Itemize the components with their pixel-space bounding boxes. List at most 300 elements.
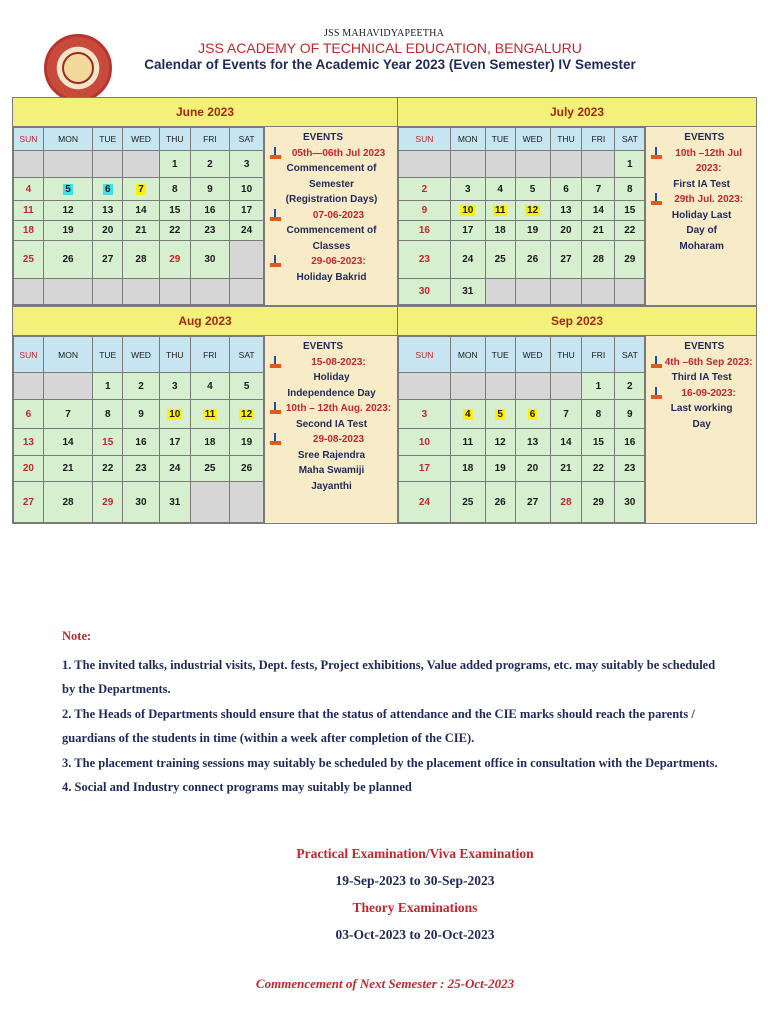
event-description: (Registration Days): [285, 194, 378, 205]
date-cell: [159, 429, 190, 456]
date-number: 26: [527, 254, 539, 265]
date-number: 19: [527, 225, 539, 236]
date-number: 19: [241, 436, 253, 448]
event-item: [269, 146, 394, 162]
date-cell: [399, 429, 451, 456]
empty-date-cell: [230, 241, 264, 279]
event-description: Holiday: [313, 372, 350, 383]
theory-exam-dates: 03-Oct-2023 to 20-Oct-2023: [335, 927, 495, 942]
date-cell: [14, 482, 44, 523]
date-number: 18: [494, 225, 506, 236]
date-cell: [485, 456, 515, 482]
date-cell: [485, 429, 515, 456]
date-cell: [123, 400, 160, 429]
weekday-header: WED: [123, 128, 160, 151]
date-number: 22: [592, 463, 604, 474]
event-item: [269, 355, 394, 371]
date-number: 24: [241, 225, 253, 236]
date-number: 5: [243, 380, 250, 392]
event-date: 29th Jul. 2023:: [674, 194, 744, 205]
date-cell: [615, 456, 645, 482]
date-number: 31: [169, 496, 181, 508]
date-number: 17: [169, 436, 181, 448]
note-item: 3. The placement training sessions may suitably be scheduled by the placement office in consultation with the Departments.: [62, 755, 718, 770]
month-title: July 2023: [398, 98, 756, 127]
date-number: 21: [592, 225, 604, 236]
event-description: Commencement of: [286, 225, 377, 236]
event-description: Independence Day: [287, 387, 376, 399]
date-number: 27: [527, 496, 539, 508]
date-number: 11: [494, 205, 506, 216]
date-number: 30: [624, 496, 636, 508]
date-cell: [515, 201, 550, 221]
date-cell: [230, 151, 264, 178]
date-number: 6: [529, 408, 536, 420]
date-number: 15: [169, 205, 181, 216]
date-number: 29: [169, 254, 181, 265]
event-description: Day: [692, 418, 711, 430]
date-cell: [190, 429, 230, 456]
page-title: Calendar of Events for the Academic Year 2023 (Even Semester) IV Semester: [144, 57, 636, 72]
date-cell: [43, 400, 93, 429]
date-cell: [93, 373, 123, 400]
empty-date-cell: [43, 151, 93, 178]
date-cell: [399, 201, 451, 221]
date-number: 12: [494, 436, 506, 448]
events-panel: [264, 127, 397, 305]
date-cell: [159, 373, 190, 400]
date-cell: [399, 279, 451, 305]
date-number: 3: [464, 183, 471, 195]
weekday-header: WED: [515, 128, 550, 151]
event-item: [650, 146, 753, 177]
date-number: 4: [464, 408, 471, 420]
date-cell: [515, 482, 550, 523]
date-cell: [399, 482, 451, 523]
date-number: 9: [421, 205, 428, 216]
empty-date-cell: [550, 279, 582, 305]
date-number: 24: [462, 254, 474, 265]
date-number: 11: [204, 408, 216, 420]
date-cell: [190, 201, 230, 221]
event-date: 15-08-2023:: [311, 356, 366, 368]
empty-date-cell: [450, 151, 485, 178]
events-heading: EVENTS: [684, 341, 725, 352]
empty-date-cell: [14, 279, 44, 305]
date-cell: [43, 429, 93, 456]
practical-exam-label: Practical Examination/Viva Examination: [296, 846, 534, 861]
date-cell: [190, 373, 230, 400]
weekday-header: THU: [159, 337, 190, 373]
date-number: 3: [171, 380, 178, 392]
date-cell: [515, 400, 550, 429]
page-header: [0, 0, 768, 90]
empty-date-cell: [93, 279, 123, 305]
date-number: 17: [241, 205, 253, 216]
pin-icon: [650, 193, 664, 207]
date-cell: [159, 151, 190, 178]
date-number: 9: [627, 408, 633, 420]
weekday-header: TUE: [485, 337, 515, 373]
date-number: 19: [62, 225, 74, 236]
empty-date-cell: [230, 279, 264, 305]
date-number: 1: [171, 158, 178, 170]
empty-date-cell: [515, 373, 550, 400]
empty-date-cell: [485, 151, 515, 178]
event-date: 10th – 12th Aug. 2023:: [285, 403, 392, 414]
date-cell: [485, 241, 515, 279]
date-number: 29: [592, 496, 604, 508]
month-calendar: [12, 97, 398, 306]
date-cell: [230, 456, 264, 482]
date-number: 2: [627, 380, 633, 392]
weekday-header: SAT: [615, 337, 645, 373]
empty-date-cell: [230, 482, 264, 523]
date-number: 15: [102, 436, 114, 448]
date-cell: [43, 201, 93, 221]
empty-date-cell: [190, 482, 230, 523]
month-title: Aug 2023: [13, 307, 397, 336]
date-number: 27: [22, 496, 34, 508]
date-number: 16: [624, 436, 636, 448]
date-cell: [615, 178, 645, 201]
date-cell: [93, 221, 123, 241]
date-cell: [550, 241, 582, 279]
date-cell: [123, 373, 160, 400]
date-cell: [582, 221, 615, 241]
date-cell: [582, 241, 615, 279]
note-item: 2. The Heads of Departments should ensure that the status of attendance and the CIE marks should reach the parents / guardians of the students in time (within a week after completion of the CIE).: [62, 706, 695, 745]
date-number: 13: [560, 205, 572, 216]
date-cell: [550, 178, 582, 201]
date-number: 17: [462, 225, 474, 236]
date-number: 7: [138, 183, 144, 195]
date-number: 30: [204, 254, 216, 265]
date-cell: [450, 178, 485, 201]
date-cell: [399, 241, 451, 279]
date-number: 21: [62, 463, 74, 474]
empty-date-cell: [43, 279, 93, 305]
event-description: Holiday Last: [671, 209, 732, 221]
date-number: 5: [497, 408, 503, 420]
date-number: 30: [418, 286, 430, 297]
date-number: 28: [135, 254, 147, 265]
event-description: Third IA Test: [671, 372, 732, 383]
empty-date-cell: [485, 373, 515, 400]
note-item: 4. Social and Industry connect programs may suitably be planned: [62, 780, 412, 794]
empty-date-cell: [515, 151, 550, 178]
weekday-header: THU: [159, 128, 190, 151]
event-description: Day of: [686, 225, 717, 236]
date-number: 8: [627, 183, 633, 195]
date-cell: [43, 456, 93, 482]
weekday-header: THU: [550, 337, 582, 373]
date-number: 12: [62, 205, 74, 216]
date-cell: [450, 400, 485, 429]
weekday-header: FRI: [582, 128, 615, 151]
empty-date-cell: [485, 279, 515, 305]
date-number: 26: [62, 254, 74, 265]
event-date: 16-09-2023:: [681, 387, 736, 399]
date-cell: [582, 373, 615, 400]
events-heading: EVENTS: [684, 132, 725, 143]
empty-date-cell: [123, 151, 160, 178]
weekday-header: TUE: [485, 128, 515, 151]
date-number: 20: [102, 225, 114, 236]
date-number: 28: [560, 496, 572, 508]
date-cell: [123, 221, 160, 241]
date-cell: [159, 241, 190, 279]
weekday-header: SUN: [399, 337, 451, 373]
next-semester: Commencement of Next Semester : 25-Oct-2023: [255, 976, 515, 991]
date-number: 12: [527, 205, 539, 216]
date-number: 14: [135, 205, 147, 216]
date-cell: [450, 221, 485, 241]
date-cell: [93, 178, 123, 201]
date-cell: [159, 178, 190, 201]
date-number: 5: [65, 183, 71, 195]
pin-icon: [269, 209, 283, 223]
empty-date-cell: [159, 279, 190, 305]
date-cell: [14, 400, 44, 429]
weekday-header: WED: [515, 337, 550, 373]
month-title: Sep 2023: [398, 307, 756, 336]
empty-date-cell: [615, 279, 645, 305]
month-date-table: [398, 336, 645, 523]
date-number: 22: [169, 225, 181, 236]
pin-icon: [650, 387, 664, 401]
date-cell: [43, 221, 93, 241]
date-cell: [615, 221, 645, 241]
date-cell: [159, 201, 190, 221]
date-cell: [450, 241, 485, 279]
date-cell: [14, 201, 44, 221]
weekday-header: TUE: [93, 128, 123, 151]
date-number: 18: [462, 463, 474, 474]
date-cell: [515, 456, 550, 482]
weekday-header: TUE: [93, 337, 123, 373]
date-number: 9: [138, 408, 144, 420]
date-cell: [582, 429, 615, 456]
event-item: [269, 432, 394, 448]
date-cell: [485, 178, 515, 201]
date-number: 23: [135, 463, 147, 474]
date-cell: [190, 241, 230, 279]
date-number: 8: [171, 183, 178, 195]
date-number: 20: [560, 225, 572, 236]
event-description: Commencement of: [286, 163, 377, 174]
event-description: Sree Rajendra: [297, 449, 366, 461]
date-number: 7: [65, 408, 71, 420]
event-description: Semester: [308, 178, 355, 190]
events-panel: [645, 336, 756, 523]
date-number: 21: [560, 463, 572, 474]
date-number: 23: [624, 463, 636, 474]
date-cell: [230, 201, 264, 221]
weekday-header: FRI: [190, 128, 230, 151]
theory-exam-label: Theory Examinations: [352, 900, 478, 915]
date-cell: [123, 178, 160, 201]
date-cell: [159, 221, 190, 241]
date-number: 10: [169, 408, 181, 420]
date-cell: [159, 456, 190, 482]
date-number: 18: [204, 436, 216, 448]
month-date-table: [13, 336, 264, 523]
date-cell: [582, 456, 615, 482]
empty-date-cell: [550, 151, 582, 178]
date-number: 10: [462, 205, 474, 216]
date-number: 24: [169, 463, 181, 474]
date-cell: [123, 201, 160, 221]
date-number: 25: [462, 496, 474, 508]
date-cell: [550, 221, 582, 241]
event-item: [650, 192, 753, 208]
date-cell: [123, 241, 160, 279]
date-cell: [230, 373, 264, 400]
date-number: 6: [25, 408, 32, 420]
event-date: 05th—06th Jul 2023: [291, 147, 386, 159]
date-number: 14: [62, 436, 74, 448]
date-number: 16: [418, 225, 430, 236]
month-calendar: [12, 306, 398, 524]
date-number: 29: [102, 496, 114, 508]
event-item: [650, 355, 753, 371]
weekday-header: FRI: [582, 337, 615, 373]
date-cell: [43, 241, 93, 279]
empty-date-cell: [450, 373, 485, 400]
empty-date-cell: [123, 279, 160, 305]
weekday-header: MON: [43, 128, 93, 151]
date-cell: [14, 178, 44, 201]
month-title: June 2023: [13, 98, 397, 127]
date-number: 28: [62, 496, 74, 508]
date-number: 2: [207, 158, 213, 170]
date-number: 15: [624, 205, 636, 216]
pin-icon: [269, 433, 283, 447]
date-cell: [93, 400, 123, 429]
date-number: 29: [624, 254, 636, 265]
date-number: 15: [592, 436, 604, 448]
date-number: 20: [527, 463, 539, 474]
date-cell: [450, 279, 485, 305]
pin-icon: [269, 147, 283, 161]
events-panel: [645, 127, 756, 305]
date-number: 1: [595, 380, 602, 392]
date-cell: [14, 429, 44, 456]
date-cell: [230, 178, 264, 201]
weekday-header: MON: [450, 128, 485, 151]
date-number: 3: [421, 408, 428, 420]
empty-date-cell: [190, 279, 230, 305]
empty-date-cell: [399, 151, 451, 178]
empty-date-cell: [582, 279, 615, 305]
weekday-header: MON: [43, 337, 93, 373]
date-cell: [123, 482, 160, 523]
pin-icon: [650, 147, 664, 161]
date-number: 11: [23, 205, 34, 216]
pin-icon: [269, 255, 283, 269]
date-number: 20: [22, 463, 34, 474]
date-cell: [190, 178, 230, 201]
date-number: 5: [529, 183, 536, 195]
date-cell: [14, 241, 44, 279]
weekday-header: SAT: [230, 128, 264, 151]
date-cell: [399, 178, 451, 201]
date-cell: [190, 400, 230, 429]
month-date-table: [13, 127, 264, 305]
date-cell: [43, 482, 93, 523]
date-number: 13: [102, 205, 114, 216]
event-date: 10th –12th Jul 2023:: [675, 147, 742, 174]
event-description: Second IA Test: [295, 418, 368, 430]
weekday-header: WED: [123, 337, 160, 373]
date-cell: [485, 400, 515, 429]
month-date-table: [398, 127, 645, 305]
date-cell: [230, 221, 264, 241]
date-number: 14: [592, 205, 604, 216]
notes-label: Note:: [62, 629, 92, 643]
date-number: 16: [204, 205, 216, 216]
date-number: 7: [563, 408, 569, 420]
event-date: 07-06-2023: [312, 209, 365, 221]
date-number: 28: [592, 254, 604, 265]
date-cell: [93, 201, 123, 221]
date-cell: [485, 221, 515, 241]
date-number: 11: [462, 436, 474, 448]
event-description: Maha Swamiji: [298, 465, 365, 476]
pin-icon: [269, 402, 283, 416]
events-heading: EVENTS: [303, 341, 344, 352]
date-number: 18: [22, 225, 34, 236]
event-item: [269, 208, 394, 224]
empty-date-cell: [550, 373, 582, 400]
date-number: 30: [135, 496, 147, 508]
institute-name: JSS ACADEMY OF TECHNICAL EDUCATION, BENGALURU: [198, 40, 582, 56]
date-cell: [159, 482, 190, 523]
date-cell: [123, 456, 160, 482]
date-number: 6: [563, 183, 569, 195]
date-number: 8: [595, 408, 602, 420]
weekday-header: SAT: [230, 337, 264, 373]
date-cell: [615, 429, 645, 456]
date-cell: [93, 241, 123, 279]
date-number: 25: [494, 254, 506, 265]
date-number: 4: [25, 183, 32, 195]
event-description: Classes: [312, 240, 351, 252]
date-cell: [615, 373, 645, 400]
events-heading: EVENTS: [303, 132, 344, 143]
event-item: [650, 386, 753, 402]
date-cell: [515, 241, 550, 279]
event-date: 4th –6th Sep 2023:: [664, 356, 753, 368]
date-cell: [485, 201, 515, 221]
weekday-header: MON: [450, 337, 485, 373]
weekday-header: SUN: [399, 128, 451, 151]
date-number: 23: [418, 254, 430, 265]
date-cell: [93, 482, 123, 523]
events-panel: [264, 336, 397, 523]
date-cell: [230, 400, 264, 429]
date-number: 13: [527, 436, 539, 448]
date-cell: [399, 456, 451, 482]
date-cell: [190, 221, 230, 241]
month-calendar: [398, 97, 757, 306]
date-cell: [550, 456, 582, 482]
event-item: [269, 254, 394, 270]
weekday-header: FRI: [190, 337, 230, 373]
date-number: 25: [204, 463, 216, 474]
date-number: 26: [494, 496, 506, 508]
